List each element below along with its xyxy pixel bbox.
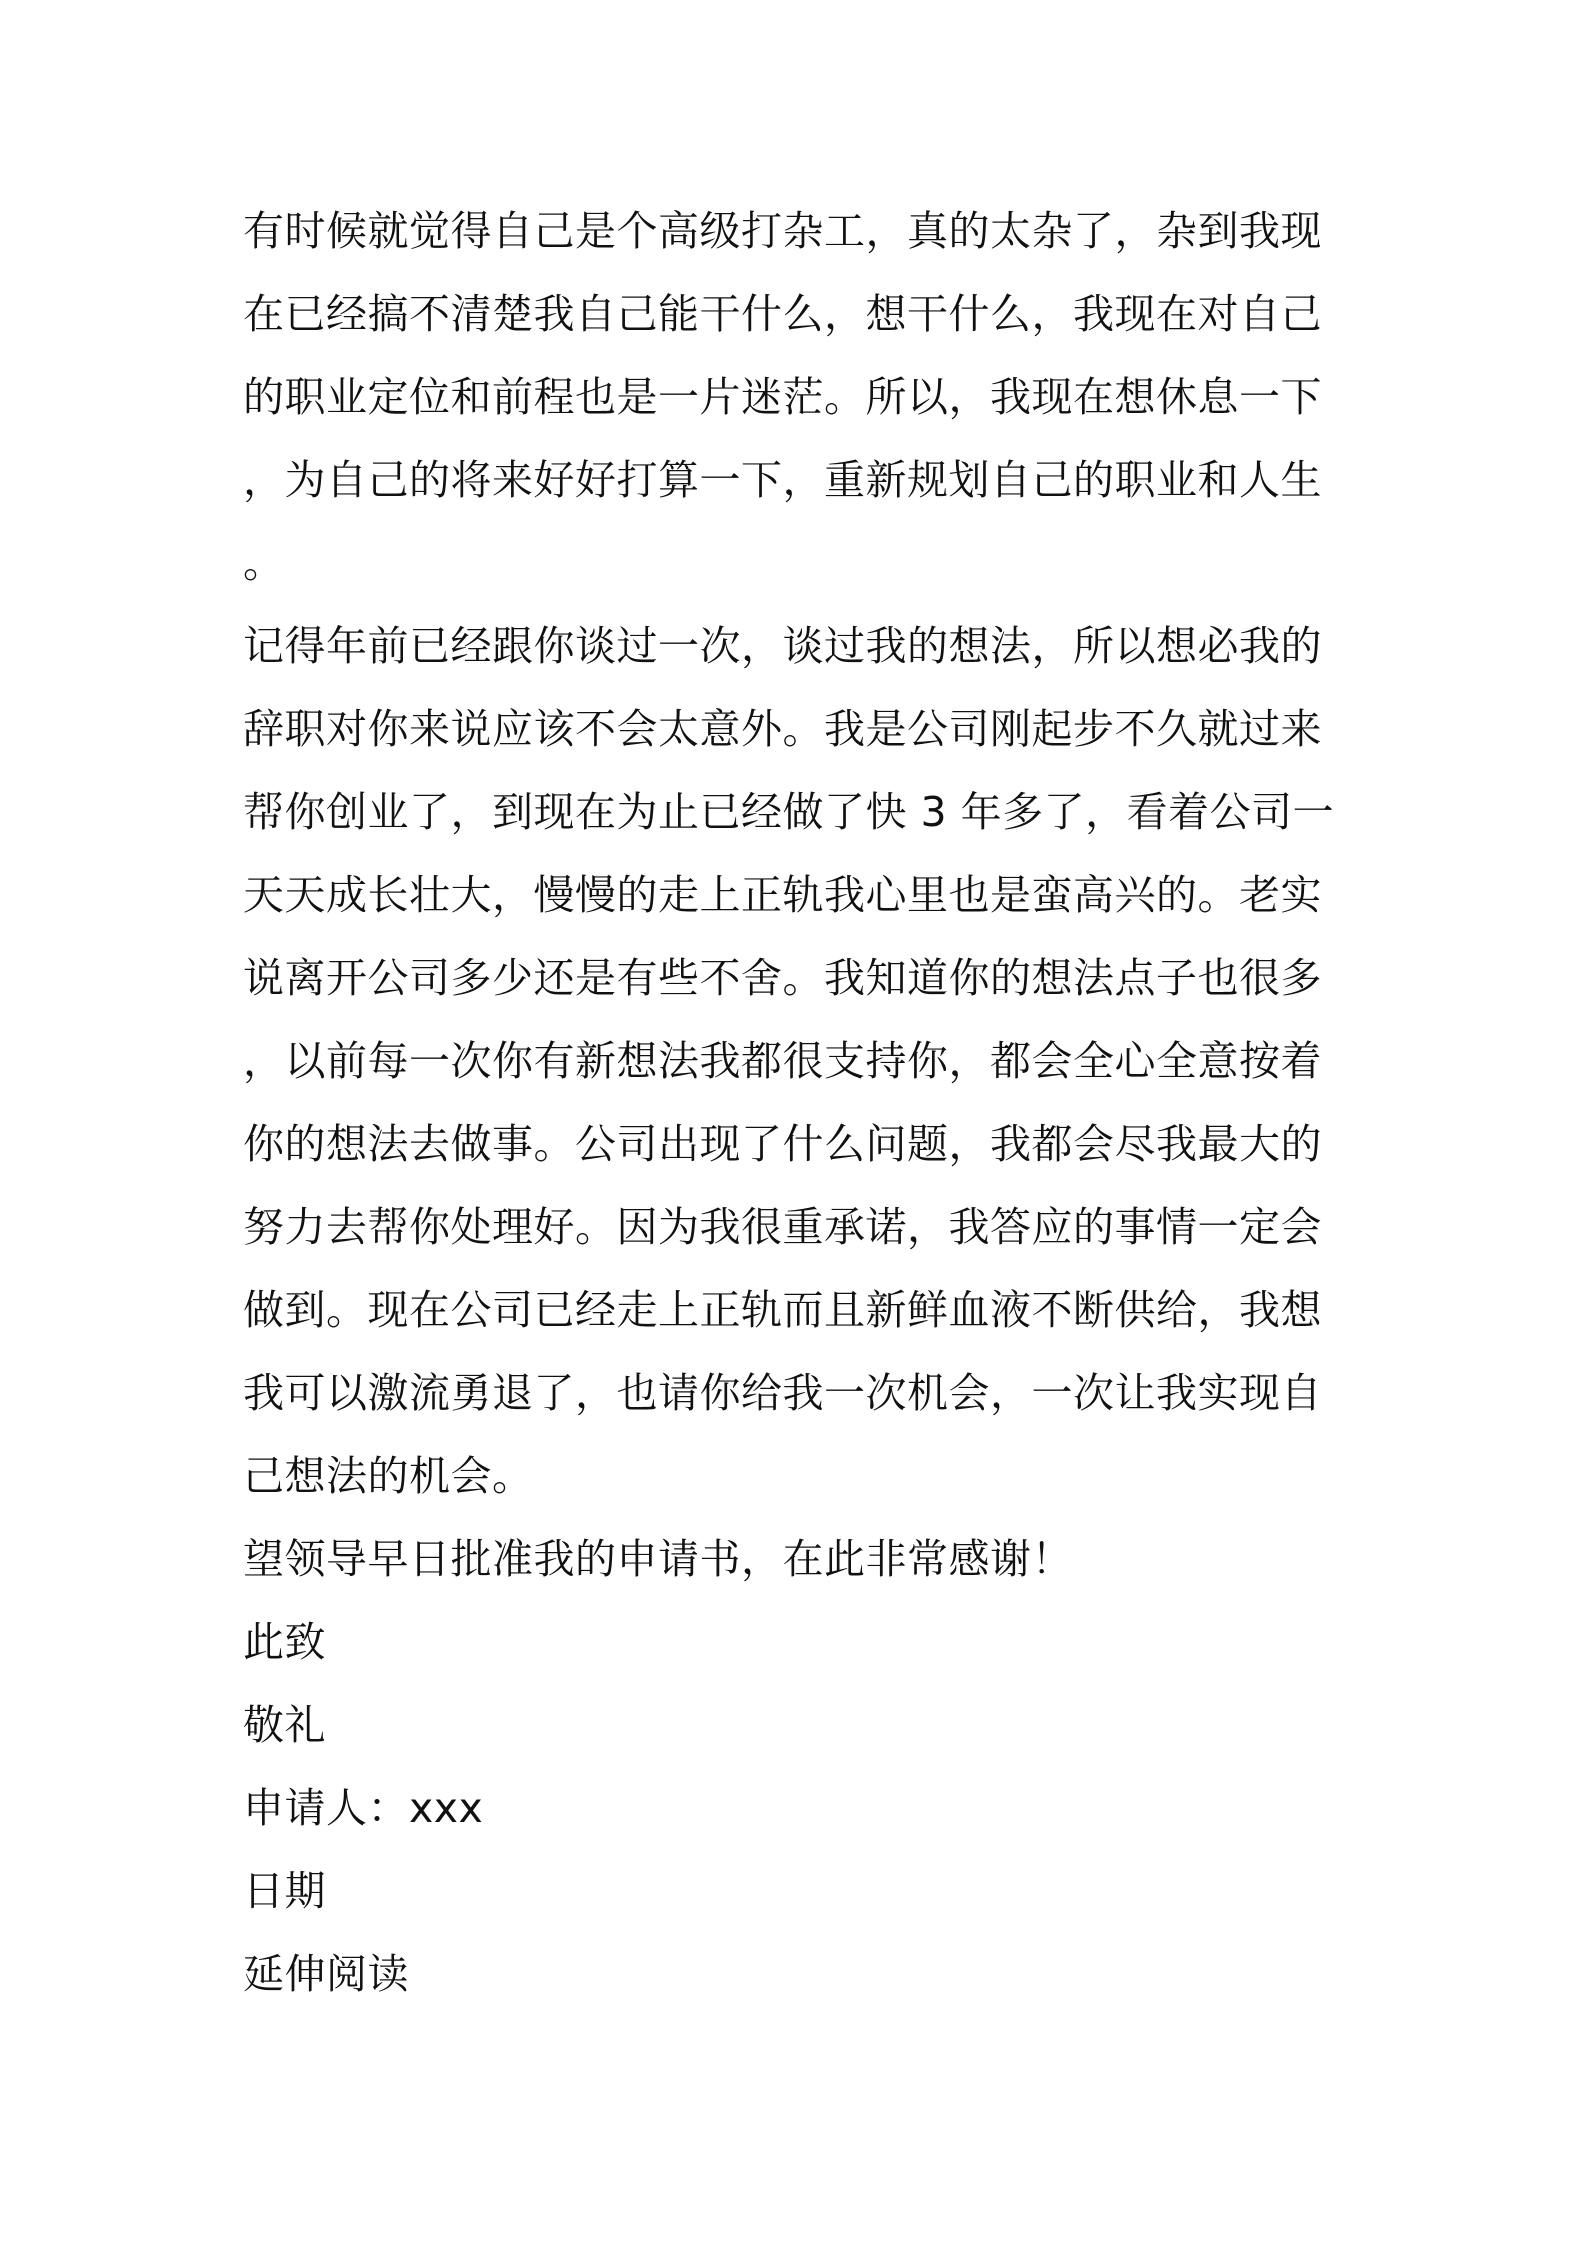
extended-reading-heading: 延伸阅读: [243, 1950, 409, 1998]
text-line-10: 说离开公司多少还是有些不舍。我知道你的想法点子也很多: [243, 954, 1322, 1002]
text-line-5: 。: [243, 539, 285, 587]
text-line-2: 在已经搞不清楚我自己能干什么，想干什么，我现在对自己: [243, 290, 1322, 338]
text-line-14: 做到。现在公司已经走上正轨而且新鲜血液不断供给，我想: [243, 1286, 1322, 1334]
text-line-15: 我可以激流勇退了，也请你给我一次机会，一次让我实现自: [243, 1369, 1322, 1417]
text-line-11: ，以前每一次你有新想法我都很支持你，都会全心全意按着: [243, 1037, 1322, 1085]
text-line-1: 有时候就觉得自己是个高级打杂工，真的太杂了，杂到我现: [243, 207, 1322, 255]
letter-body: [243, 190, 1353, 2016]
text-line-8: 帮你创业了，到现在为止已经做了快 3 年多了，看着公司一: [243, 788, 1335, 836]
text-line-16: 己想法的机会。: [243, 1452, 534, 1500]
salutation-cizhi: 此致: [243, 1618, 326, 1666]
text-line-12: 你的想法去做事。公司出现了什么问题，我都会尽我最大的: [243, 1120, 1322, 1168]
date-line: 日期: [243, 1867, 326, 1915]
text-line-9: 天天成长壮大，慢慢的走上正轨我心里也是蛮高兴的。老实: [243, 871, 1322, 919]
text-line-3: 的职业定位和前程也是一片迷茫。所以，我现在想休息一下: [243, 373, 1322, 421]
text-line-4: ，为自己的将来好好打算一下，重新规划自己的职业和人生: [243, 456, 1322, 504]
text-line-13: 努力去帮你处理好。因为我很重承诺，我答应的事情一定会: [243, 1203, 1322, 1251]
salutation-jingli: 敬礼: [243, 1701, 326, 1749]
text-line-7: 辞职对你来说应该不会太意外。我是公司刚起步不久就过来: [243, 705, 1322, 753]
text-line-6: 记得年前已经跟你谈过一次，谈过我的想法，所以想必我的: [243, 622, 1322, 670]
closing-request: 望领导早日批准我的申请书，在此非常感谢！: [243, 1535, 1073, 1583]
applicant-line: 申请人：xxx: [243, 1784, 484, 1832]
